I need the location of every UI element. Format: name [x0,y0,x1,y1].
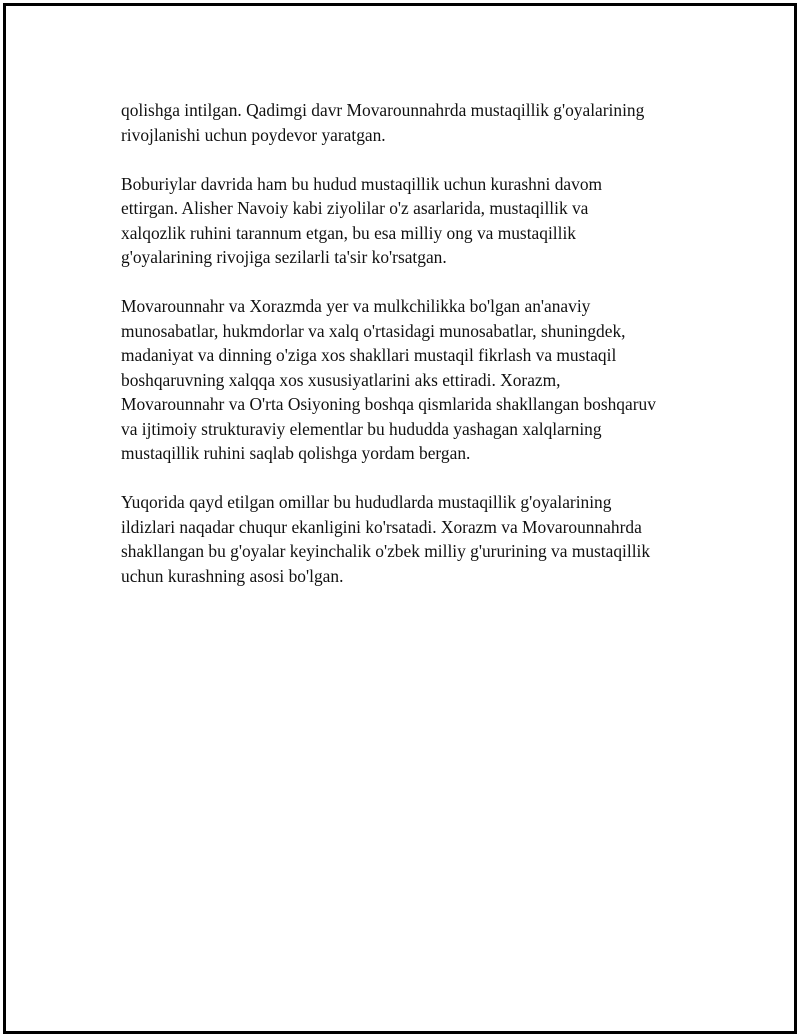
page-frame [3,3,797,1034]
paragraph: Movarounnahr va Xorazmda yer va mulkchilikka bo'lgan an'anaviy munosabatlar, hukmdorlar va xalq o'rtasidagi munosabatlar, shuningdek, madaniyat va dinning o'ziga xos shakllari mustaqil fikrlash va mustaqil boshqaruvning xalqqa xos xususiyatlarini aks ettiradi. Xorazm, Movarounnahr va O'rta Osiyoning boshqa qismlarida shakllangan boshqaruv va ijtimoiy strukturaviy elementlar bu hududda yashagan xalqlarning mustaqillik ruhini saqlab qolishga yordam bergan. [121,296,656,463]
paragraph: Boburiylar davrida ham bu hudud mustaqillik uchun kurashni davom ettirgan. Alisher Navoiy kabi ziyolilar o'z asarlarida, mustaqillik va xalqozlik ruhini tarannum etgan, bu esa milliy ong va mustaqillik g'oyalarining rivojiga sezilarli ta'sir ko'rsatgan. [121,173,603,267]
paragraph: Yuqorida qayd etilgan omillar bu hududlarda mustaqillik g'oyalarining ildizlari naqadar chuqur ekanligini ko'rsatadi. Xorazm va Movarounnahrda shakllangan bu g'oyalar keyinchalik o'zbek milliy g'ururining va mustaqillik uchun kurashning asosi bo'lgan. [121,492,651,586]
document-body [121,98,701,613]
paragraph: qolishga intilgan. Qadimgi davr Movarounnahrda mustaqillik g'oyalarining rivojlanishi uchun poydevor yaratgan. [121,100,645,145]
